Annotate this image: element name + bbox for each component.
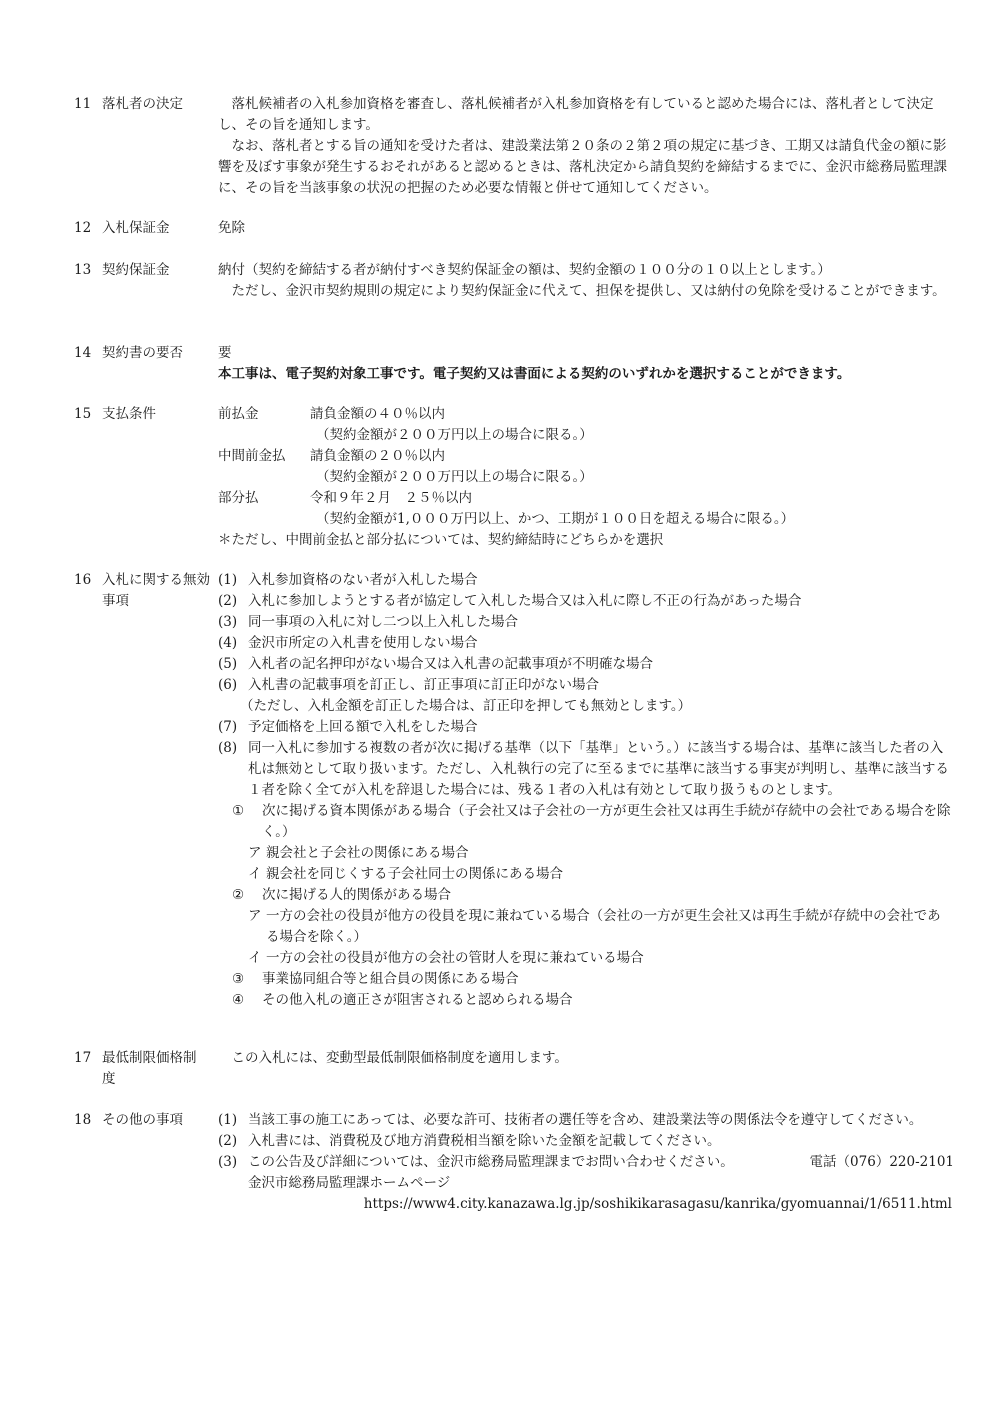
item-text: 一方の会社の役員が他方の役員を現に兼ねている場合（会社の一方が更生会社又は再生手続が存続中の会社である場合を除く。） [266, 908, 941, 945]
payment-text: 請負金額の２０％以内 [310, 448, 445, 464]
list-item [218, 1152, 954, 1173]
payment-row [218, 488, 954, 509]
item-marker: (1) [218, 1112, 238, 1128]
section-content [218, 218, 954, 239]
payment-footnote: ＊ただし、中間前金払と部分払については、契約締結時にどちらかを選択 [218, 532, 664, 548]
item-marker: (6) [218, 677, 238, 693]
sub-item [218, 801, 954, 843]
section-number: 18 [74, 1112, 92, 1128]
item-marker: (2) [218, 1133, 238, 1149]
item-marker: (4) [218, 635, 238, 651]
sub-sub-item [218, 906, 954, 948]
item-marker: ① [232, 803, 245, 819]
item-text: 親会社と子会社の関係にある場合 [266, 845, 469, 861]
sub-item [218, 990, 954, 1011]
payment-text: 請負金額の４０％以内 [310, 406, 445, 422]
section-title: 最低制限価格制度 [102, 1050, 197, 1087]
section-number: 16 [74, 572, 92, 588]
homepage-url[interactable]: https://www4.city.kanazawa.lg.jp/soshikikarasagasu/kanrika/gyomuannai/1/6511.html [363, 1196, 952, 1212]
sub-sub-item [218, 864, 954, 885]
item-marker: (8) [218, 740, 238, 756]
item-text: 次に掲げる人的関係がある場合 [262, 887, 451, 903]
item-text: 親会社を同じくする子会社同士の関係にある場合 [266, 866, 563, 882]
list-item [218, 633, 954, 654]
list-item [218, 654, 954, 675]
list-item [218, 1131, 954, 1152]
section-title: 入札に関する無効事項 [102, 572, 210, 609]
paragraph: 免除 [218, 220, 245, 236]
section-title: 落札者の決定 [102, 96, 183, 112]
sub-sub-item [218, 843, 954, 864]
item-text: 同一入札に参加する複数の者が次に掲げる基準（以下「基準」という。）に該当する場合は、基準に該当した者の入札は無効として取り扱います。ただし、入札執行の完了に至るまでに基準に該当する事実が判明し、基準に該当する１者を除く全てが入札を辞退した場合には、残る１者の入札は有効として取り扱うものとします。 [248, 740, 949, 798]
section-content [218, 94, 954, 199]
item-text: 入札者の記名押印がない場合又は入札書の記載事項が不明確な場合 [248, 656, 653, 672]
item-text: 入札に参加しようとする者が協定して入札した場合又は入札に際し不正の行為があった場合 [248, 593, 802, 609]
item-marker: ④ [232, 992, 245, 1008]
payment-text: 令和９年２月 ２５％以内 [310, 490, 472, 506]
item-marker: (2) [218, 593, 238, 609]
payment-label: 部分払 [218, 490, 259, 506]
section-title: 入札保証金 [102, 220, 170, 236]
item-marker: (3) [218, 614, 238, 630]
item-text: 事業協同組合等と組合員の関係にある場合 [262, 971, 519, 987]
item-text: 入札書の記載事項を訂正し、訂正事項に訂正印がない場合 [248, 677, 599, 693]
paragraph: 納付（契約を締結する者が納付すべき契約保証金の額は、契約金額の１００分の１０以上とします。） [218, 262, 831, 278]
item-text [248, 1152, 954, 1173]
paragraph: ただし、金沢市契約規則の規定により契約保証金に代えて、担保を提供し、又は納付の免除を受けることができます。 [231, 283, 946, 299]
paragraph: なお、落札者とする旨の通知を受けた者は、建設業法第２０条の２第２項の規定に基づき、工期又は請負代金の額に影響を及ぼす事象が発生するおそれがあると認めるときは、落札決定から請負契約を締結するまでに、金沢市総務局監理課に、その旨を当該事象の状況の把握のため必要な情報と併せて通知してください。 [218, 138, 947, 196]
item-marker: ② [232, 887, 245, 903]
item-marker: (1) [218, 572, 238, 588]
payment-row [218, 404, 954, 425]
item-text: 同一事項の入札に対し二つ以上入札した場合 [248, 614, 518, 630]
section-number: 11 [74, 96, 92, 112]
item-marker: ③ [232, 971, 245, 987]
paragraph: この入札には、変動型最低制限価格制度を適用します。 [231, 1050, 568, 1066]
item-text: 予定価格を上回る額で入札をした場合 [248, 719, 478, 735]
payment-row [218, 446, 954, 467]
item-marker: イ [248, 950, 262, 966]
section-title: 契約書の要否 [102, 345, 183, 361]
section-title: 契約保証金 [102, 262, 170, 278]
item-marker: (3) [218, 1154, 238, 1170]
section-number: 12 [74, 220, 92, 236]
list-item [218, 1110, 954, 1131]
payment-label: 中間前金払 [218, 448, 286, 464]
section-number: 17 [74, 1050, 92, 1066]
list-item [218, 570, 954, 591]
paragraph: 要 [218, 345, 232, 361]
payment-note: （契約金額が２００万円以上の場合に限る。） [316, 427, 593, 443]
section-content [218, 404, 954, 551]
contact-text: この公告及び詳細については、金沢市総務局監理課までお問い合わせください。 [248, 1154, 734, 1170]
section-title: 支払条件 [102, 406, 156, 422]
sub-item [218, 885, 954, 906]
paragraph: 落札候補者の入札参加資格を審査し、落札候補者が入札参加資格を有していると認めた場合には、落札者として決定し、その旨を通知します。 [218, 96, 934, 133]
item-text: その他入札の適正さが阻害されると認められる場合 [262, 992, 573, 1008]
item-note: （ただし、入札金額を訂正した場合は、訂正印を押しても無効とします。） [240, 698, 692, 714]
sub-item [218, 969, 954, 990]
item-marker: (5) [218, 656, 238, 672]
list-item [218, 717, 954, 738]
item-text: 金沢市所定の入札書を使用しない場合 [248, 635, 478, 651]
section-content [218, 343, 954, 385]
payment-note: （契約金額が1,０００万円以上、かつ、工期が１００日を超える場合に限る。） [316, 511, 795, 527]
item-text: 次に掲げる資本関係がある場合（子会社又は子会社の一方が更生会社又は再生手続が存続中の会社である場合を除く。） [262, 803, 951, 840]
list-item [218, 675, 954, 696]
section-content [218, 260, 954, 302]
electronic-contract-notice: 本工事は、電子契約対象工事です。電子契約又は書面による契約のいずれかを選択することができます。 [218, 366, 851, 382]
phone-number: 電話（076）220-2101 [809, 1154, 954, 1170]
item-text: 当該工事の施工にあっては、必要な許可、技術者の選任等を含め、建設業法等の関係法令を遵守してください。 [248, 1112, 923, 1128]
homepage-label: 金沢市総務局監理課ホームページ [248, 1175, 451, 1191]
item-text: 入札書には、消費税及び地方消費税相当額を除いた金額を記載してください。 [248, 1133, 721, 1149]
list-item [218, 738, 954, 801]
item-marker: ア [248, 845, 262, 861]
section-content [218, 1110, 954, 1215]
item-text: 入札参加資格のない者が入札した場合 [248, 572, 478, 588]
payment-note: （契約金額が２００万円以上の場合に限る。） [316, 469, 593, 485]
section-title: その他の事項 [102, 1112, 183, 1128]
section-number: 14 [74, 345, 92, 361]
item-marker: イ [248, 866, 262, 882]
section-content [218, 1048, 954, 1069]
item-marker: ア [248, 908, 262, 924]
list-item [218, 612, 954, 633]
section-number: 15 [74, 406, 92, 422]
payment-label: 前払金 [218, 406, 259, 422]
section-number: 13 [74, 262, 92, 278]
section-content [218, 570, 954, 1011]
sub-sub-item [218, 948, 954, 969]
list-item [218, 591, 954, 612]
item-text: 一方の会社の役員が他方の会社の管財人を現に兼ねている場合 [266, 950, 644, 966]
item-marker: (7) [218, 719, 238, 735]
